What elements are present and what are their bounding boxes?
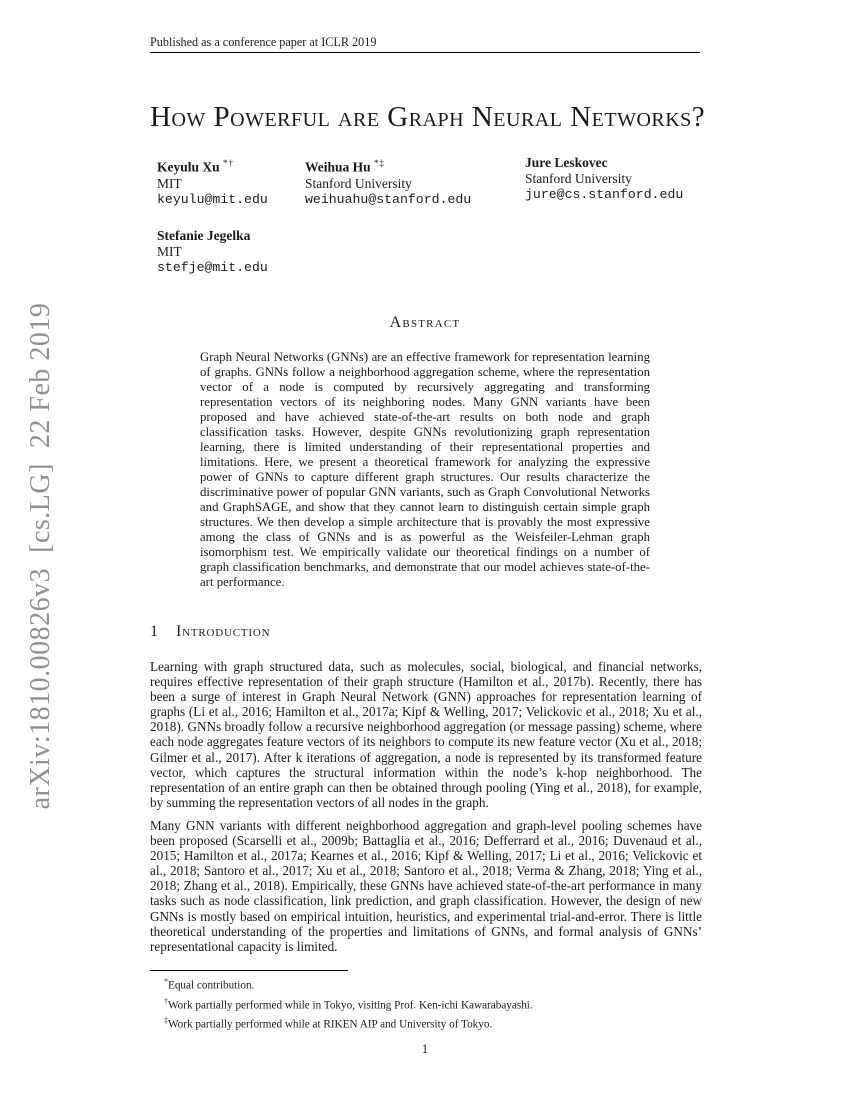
author-email: stefje@mit.edu: [157, 260, 268, 275]
author-block: [525, 155, 683, 203]
footnotes: [150, 974, 702, 1033]
body-paragraph: Learning with graph structured data, such as molecules, social, biological, and financial networks, requires effective representation of their graph structure (Hamilton et al., 2017b). Recently, there has been a surge of interest in Graph Neural Network (GNN) approaches for representation learning of graphs (Li et al., 2016; Hamilton et al., 2017a; Kipf & Welling, 2017; Velickovic et al., 2018; Xu et al., 2018). GNNs broadly follow a recursive neighborhood aggregation (or message passing) scheme, where each node aggregates feature vectors of its neighbors to compute its new feature vector (Xu et al., 2018; Gilmer et al., 2017). After k iterations of aggregation, a node is represented by its transformed feature vector, which captures the structural information within the node’s k-hop neighborhood. The representation of an entire graph can then be obtained through pooling (Ying et al., 2018), for example, by summing the representation vectors of all nodes in the graph.: [150, 659, 702, 810]
author-block: [157, 155, 268, 208]
running-header: Published as a conference paper at ICLR 2019: [150, 35, 377, 49]
author-name: [305, 155, 471, 176]
footnote-text: Equal contribution.: [168, 979, 255, 992]
author-name: [157, 228, 268, 244]
author-name: [525, 155, 683, 171]
paper-title: How Powerful are Graph Neural Networks?: [150, 101, 706, 133]
footnote: [150, 994, 702, 1014]
footnote: [150, 1013, 702, 1033]
author-name-text: Jure Leskovec: [525, 155, 608, 170]
author-name: [157, 155, 268, 176]
footnote-marker: ‡: [164, 1016, 168, 1026]
author-affiliation: MIT: [157, 244, 182, 259]
abstract-heading: Abstract: [389, 314, 461, 331]
author-footnote-marker: *†: [223, 158, 235, 168]
arxiv-stamp: arXiv:1810.00826v3 [cs.LG] 22 Feb 2019: [25, 302, 56, 810]
author-block: [305, 155, 471, 208]
author-name-text: Keyulu Xu: [157, 159, 220, 175]
section-heading-introduction: [150, 623, 270, 641]
footnote-text: Work partially performed while in Tokyo, visiting Prof. Ken-ichi Kawarabayashi.: [168, 999, 533, 1012]
section-number: 1: [150, 623, 158, 640]
author-name-text: Stefanie Jegelka: [157, 228, 251, 243]
abstract-text: Graph Neural Networks (GNNs) are an effective framework for representation learning of graphs. GNNs follow a neighborhood aggregation scheme, where the representation vector of a node is computed by recursively aggregating and transforming representation vectors of its neighboring nodes. Many GNN variants have been proposed and have achieved state-of-the-art results on both node and graph classification tasks. However, despite GNNs revolutionizing graph representation learning, there is limited understanding of their representational properties and limitations. Here, we present a theoretical framework for analyzing the expressive power of GNNs to capture different graph structures. Our results characterize the discriminative power of popular GNN variants, such as Graph Convolutional Networks and GraphSAGE, and show that they cannot learn to distinguish certain simple graph structures. We then develop a simple architecture that is provably the most expressive among the class of GNNs and is as powerful as the Weisfeiler-Lehman graph isomorphism test. We empirically validate our theoretical findings on a number of graph classification benchmarks, and demonstrate that our model achieves state-of-the-art performance.: [200, 350, 650, 589]
author-footnote-marker: *‡: [374, 158, 386, 168]
section-title: Introduction: [176, 623, 271, 640]
footnote: [150, 974, 702, 994]
page-number: 1: [421, 1042, 429, 1056]
author-affiliation: Stanford University: [305, 175, 412, 191]
author-email: jure@cs.stanford.edu: [525, 187, 684, 202]
header-rule: [150, 52, 700, 53]
author-affiliation: Stanford University: [525, 171, 632, 186]
footnote-marker: *: [164, 977, 168, 986]
footnote-rule: [150, 970, 348, 971]
author-name-text: Weihua Hu: [305, 159, 371, 175]
author-affiliation: MIT: [157, 175, 182, 191]
footnote-text: Work partially performed while at RIKEN AIP and University of Tokyo.: [168, 1019, 493, 1032]
author-block: [157, 228, 268, 276]
author-email: keyulu@mit.edu: [157, 191, 268, 207]
body-paragraph: Many GNN variants with different neighborhood aggregation and graph-level pooling schemes have been proposed (Scarselli et al., 2009b; Battaglia et al., 2016; Defferrard et al., 2016; Duvenaud et al., 2015; Hamilton et al., 2017a; Kearnes et al., 2016; Kipf & Welling, 2017; Li et al., 2016; Velickovic et al., 2018; Santoro et al., 2017; Xu et al., 2018; Santoro et al., 2018; Verma & Zhang, 2018; Ying et al., 2018; Zhang et al., 2018). Empirically, these GNNs have achieved state-of-the-art performance in many tasks such as node classification, link prediction, and graph classification. However, the design of new GNNs is mostly based on empirical intuition, heuristics, and experimental trial-and-error. There is little theoretical understanding of the properties and limitations of GNNs, and formal analysis of GNNs’ representational capacity is limited.: [150, 818, 702, 954]
author-email: weihuahu@stanford.edu: [305, 191, 472, 207]
footnote-marker: †: [164, 996, 168, 1006]
